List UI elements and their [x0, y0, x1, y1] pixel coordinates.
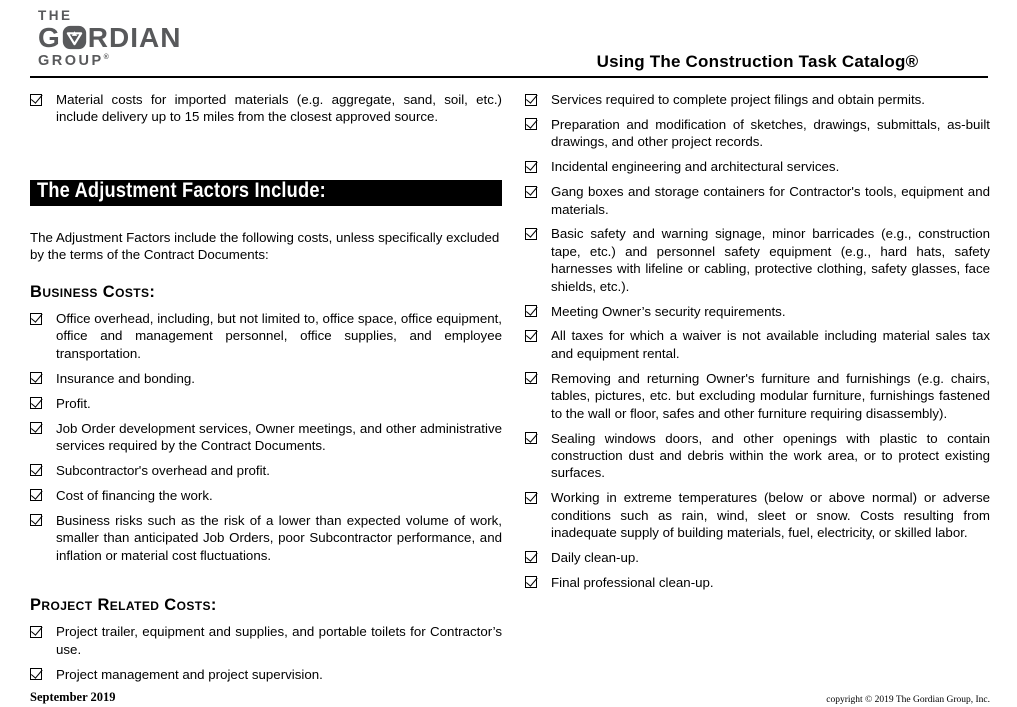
project-related-costs-section — [30, 597, 502, 683]
checklist-item-text: Incidental engineering and architectural services. — [551, 159, 840, 175]
checklist-item — [525, 327, 990, 362]
checkbox-checked-icon — [30, 514, 42, 526]
checklist-item-text: All taxes for which a waiver is not available including material sales tax and equipment rental. — [551, 328, 990, 361]
gordian-group-logo — [38, 9, 181, 68]
checkbox-checked-icon — [525, 551, 537, 563]
left-column — [30, 91, 502, 691]
checklist-item-text: Project trailer, equipment and supplies, and portable toilets for Contractor’s use. — [56, 624, 502, 657]
checkbox-checked-icon — [525, 330, 537, 342]
heading-project-related-costs: Project Related Costs: — [30, 595, 217, 614]
checkbox-checked-icon — [30, 489, 42, 501]
checklist-item — [30, 370, 502, 387]
checklist-item — [30, 623, 502, 658]
checklist-item — [30, 420, 502, 455]
checklist-item — [525, 370, 990, 422]
checkbox-checked-icon — [30, 397, 42, 409]
checklist-item — [30, 666, 502, 683]
adjustment-factors-banner-text: The Adjustment Factors Include: — [37, 179, 326, 202]
checklist-item — [525, 549, 990, 566]
adjustment-factors-banner — [30, 180, 502, 206]
checklist-item-text: Cost of financing the work. — [56, 487, 213, 503]
checklist-item — [30, 512, 502, 564]
checkbox-checked-icon — [30, 668, 42, 680]
checklist-item — [30, 487, 502, 504]
heading-business-costs: Business Costs: — [30, 282, 156, 301]
footer-copyright: copyright © 2019 The Gordian Group, Inc. — [826, 695, 990, 705]
checkbox-checked-icon — [525, 118, 537, 130]
page-header — [0, 0, 1017, 76]
logo-text-rdian: RDIAN — [87, 21, 182, 53]
logo-line-the: THE — [38, 8, 73, 23]
checklist-item-text: Preparation and modification of sketches, drawings, submittals, as-built drawings, and other project records. — [551, 116, 990, 150]
checkbox-checked-icon — [525, 432, 537, 444]
material-costs-list — [30, 91, 502, 126]
business-costs-list — [30, 310, 502, 564]
checklist-item-text: Sealing windows doors, and other openings with plastic to contain construction dust and debris within the work area, or to protect existing surfaces. — [551, 430, 990, 481]
checklist-item — [30, 310, 502, 362]
registered-mark-icon: ® — [103, 53, 109, 61]
checklist-item-text: Removing and returning Owner's furniture and furnishings (e.g. chairs, tables, pictures, etc. but excluding modular furniture, furnishings fastened to the wall or floor, safes and other furniture requiring disassembly). — [551, 370, 990, 421]
checklist-item — [525, 225, 990, 295]
checkbox-checked-icon — [30, 94, 42, 106]
right-column — [525, 91, 990, 691]
checklist-item — [525, 303, 990, 320]
checkbox-checked-icon — [30, 464, 42, 476]
gordian-knot-icon — [62, 25, 87, 50]
adjustment-factors-intro: The Adjustment Factors include the following costs, unless specifically excluded by the terms of the Contract Documents: — [30, 229, 500, 263]
checkbox-checked-icon — [30, 313, 42, 325]
logo-text-g: G — [38, 21, 61, 53]
checkbox-checked-icon — [30, 372, 42, 384]
checklist-item — [525, 158, 990, 175]
page-title: Using The Construction Task Catalog® — [596, 52, 919, 71]
checklist-item — [525, 489, 990, 541]
checklist-item-text: Office overhead, including, but not limited to, office space, office equipment, office and management personnel, office supplies, and employee transportation. — [56, 311, 502, 361]
checklist-item — [525, 183, 990, 218]
right-column-list — [525, 91, 990, 591]
checklist-item — [525, 574, 990, 591]
checkbox-checked-icon — [525, 228, 537, 240]
logo-line-group — [38, 54, 181, 69]
checkbox-checked-icon — [30, 422, 42, 434]
content-columns — [0, 78, 1017, 691]
checklist-item-text: Profit. — [56, 395, 91, 411]
checklist-item-text: Meeting Owner’s security requirements. — [551, 303, 786, 319]
checklist-item-text: Working in extreme temperatures (below or above normal) or adverse conditions such as rain, wind, sleet or snow. Costs resulting from inadequate supply of building materials, fuel, electricity, or skilled labor. — [551, 490, 990, 541]
checkbox-checked-icon — [30, 626, 42, 638]
checklist-item-text: Final professional clean-up. — [551, 574, 714, 590]
checklist-item-text: Daily clean-up. — [551, 549, 639, 565]
checkbox-checked-icon — [525, 161, 537, 173]
checklist-item-text: Project management and project supervision. — [56, 666, 323, 682]
page-footer — [30, 690, 990, 705]
checklist-item-text: Gang boxes and storage containers for Contractor's tools, equipment and materials. — [551, 184, 990, 217]
checklist-item — [525, 116, 990, 151]
checklist-item — [30, 462, 502, 479]
checklist-item — [525, 91, 990, 108]
checklist-item-text: Insurance and bonding. — [56, 370, 195, 386]
checklist-item — [30, 395, 502, 412]
checklist-item-text: Services required to complete project filings and obtain permits. — [551, 92, 925, 107]
checklist-item — [525, 430, 990, 482]
checkbox-checked-icon — [525, 372, 537, 384]
project-related-costs-list — [30, 623, 502, 683]
checkbox-checked-icon — [525, 94, 537, 106]
checkbox-checked-icon — [525, 492, 537, 504]
checklist-item-text: Business risks such as the risk of a lower than expected volume of work, smaller than anticipated Job Orders, poor Subcontractor performance, and inflation or material cost fluctuations. — [56, 512, 502, 563]
checklist-item-text: Basic safety and warning signage, minor barricades (e.g., construction tape, etc.) and personnel safety equipment (e.g., hard hats, safety harnesses with lifeline or cabling, protective clothing, safety glasses, face shields, etc.). — [551, 226, 990, 294]
checkbox-checked-icon — [525, 576, 537, 588]
checklist-item-text: Material costs for imported materials (e.g. aggregate, sand, soil, etc.) include delivery up to 15 miles from the closest approved source. — [56, 92, 502, 125]
footer-date: September 2019 — [30, 690, 116, 704]
checkbox-checked-icon — [525, 305, 537, 317]
checklist-item-text: Job Order development services, Owner meetings, and other administrative services required by the Contract Documents. — [56, 420, 502, 453]
checklist-item-text: Subcontractor's overhead and profit. — [56, 462, 270, 478]
checkbox-checked-icon — [525, 186, 537, 198]
logo-line-gordian — [38, 21, 182, 53]
checklist-item — [30, 91, 502, 126]
logo-text-group: GROUP — [38, 52, 104, 69]
business-costs-section — [30, 284, 502, 564]
